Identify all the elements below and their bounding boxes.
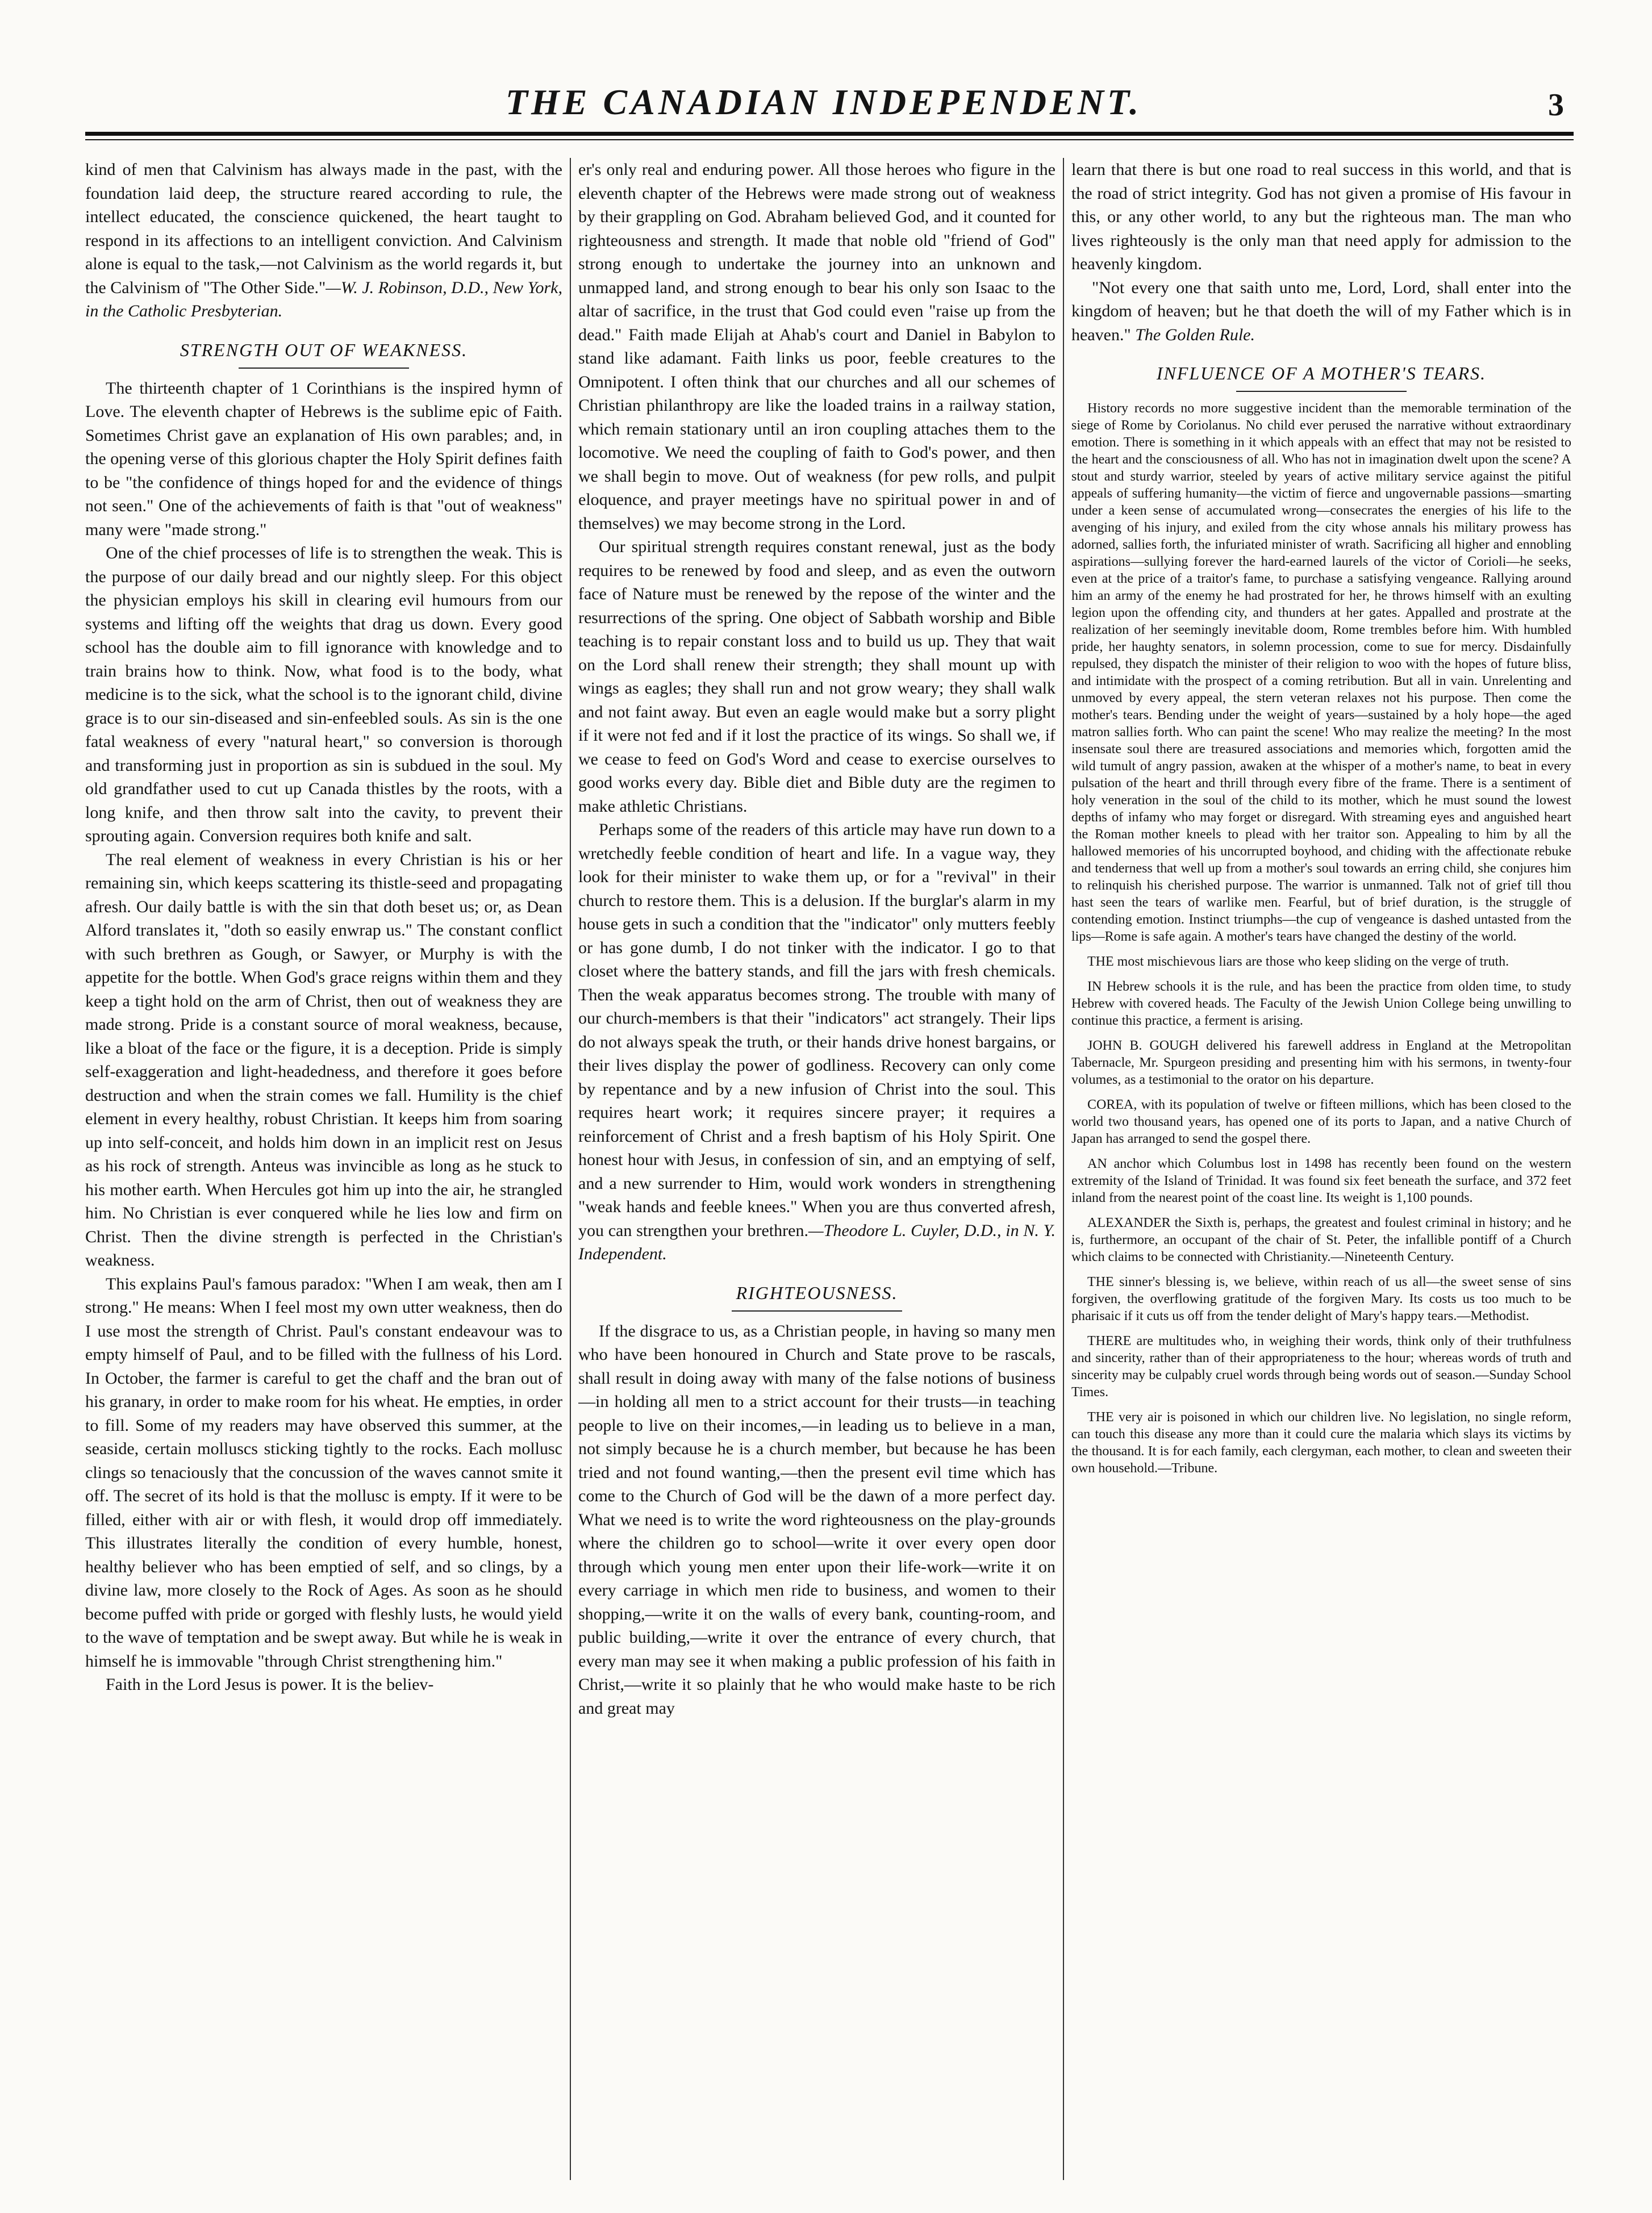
news-note: ALEXANDER the Sixth is, perhaps, the greatest and foulest criminal in history; and he is, furthermore, an occupant of the chair of St. Peter, the infallible pontiff of a Church which claims to be connected with Christianity.—Nineteenth Century. (1071, 1216, 1571, 1264)
paragraph: The real element of weakness in every Christian is his or her remaining sin, which keeps scattering its thistle-seed and propagating afresh. Our daily battle is with the sin that doth beset us; or, as Dean Alford translates it, "doth so easily enwrap us." The constant conflict with such brethren as Gough, or Sawyer, or Murphy is with the appetite for the bottle. When God's grace reigns within them and they keep a tight hold on the arm of Christ, then out of weakness they are made strong. Pride is a constant source of moral weakness, because, like a bloat of the face or the figure, it is a deception. Pride is simply self-exaggeration and light-headedness, and therefore it goes before destruction and when the strain comes we fall. Humility is the chief element in every healthy, robust Christian. It keeps him from soaring up into self-conceit, and holds him down in an implicit rest on Jesus as his rock of strength. Anteus was invincible as long as he stuck to his mother earth. When Hercules got him up into the air, he strangled him. No Christian is ever conquered while he lies low and firm on Christ. Then the divine strength is perfected in the Christian's weakness. (85, 850, 562, 1270)
paragraph: learn that there is but one road to real success in this world, and that is the road of strict integrity. God has not given a promise of His favour in this, or any other world, to any but the righteous man. The man who lives righteously is the only man that need apply for admission to the heavenly kingdom. (1071, 160, 1571, 273)
news-note: THERE are multitudes who, in weighing their words, think only of their truthfulness and sincerity, rather than of their appropriateness to the hour; whereas words of truth and sincerity may be culpably cruel words through being words out of season.—Sunday School Times. (1071, 1334, 1571, 1400)
article-heading: STRENGTH OUT OF WEAKNESS. (85, 338, 562, 369)
news-note: THE very air is poisoned in which our children live. No legislation, no single reform, can touch this disease any more than it could cure the malaria which slays its victims by the thousand. It is for each family, each clergyman, each mother, to clean and sweeten their own household.—Tribune. (1071, 1410, 1571, 1476)
column-3 (1071, 158, 1571, 2180)
column-2 (578, 158, 1056, 2180)
news-notes (1071, 953, 1571, 1477)
paragraph: er's only real and enduring power. All those heroes who figure in the eleventh chapter of the Hebrews were made strong out of weakness by their grappling on God. Abraham believed God, and it counted for righteousness and strength. It made that noble old "friend of God" strong enough to undertake the journey into an unknown and unmapped land, and strong enough to bear his only son Isaac to the altar of sacrifice, in the trust that God could even "raise up from the dead." Faith made Elijah at Ahab's court and Daniel in Babylon to stand like adamant. Faith links us poor, feeble creatures to the Omnipotent. I often think that our churches and all our schemes of Christian philanthropy are like the loaded trains in a railway station, which remain stationary until an iron coupling attaches them to the locomotive. We need the coupling of faith to God's power, and then we shall begin to move. Out of weakness (for pew rolls, and pulpit eloquence, and prayer meetings have no spiritual power in and of themselves) we may become strong in the Lord. (578, 160, 1056, 533)
column-1 (85, 158, 562, 2180)
attribution: —Theodore L. Cuyler, D.D., in N. Y. Independent. (578, 1221, 1056, 1263)
article-body (1071, 400, 1571, 945)
masthead-rule-thin (85, 139, 1574, 140)
paragraph: This explains Paul's famous paradox: "When I am weak, then am I strong." He means: When I feel most my own utter weakness, then do I use most the strength of Christ. Paul's constant endeavour was to empty himself of Paul, and to be filled with the fullness of his Lord. In October, the farmer is careful to get the chaff and the bran out of his granary, in order to make room for his wheat. He empties, in order to fill. Some of my readers may have observed this summer, at the seaside, certain molluscs sticking tightly to the rocks. Each mollusc clings so tenaciously that the concussion of the waves cannot smite it off. The secret of its hold is that the mollusc is empty. If it were to be filled, either with air or with flesh, it would drop off immediately. This illustrates literally the condition of every humble, honest, healthy believer who has been emptied of self, and so clings, by a divine law, more closely to the Rock of Ages. As soon as he should become puffed with pride or gorged with fleshly lusts, he would yield to the wave of temptation and be swept away. But while he is weak in himself he is immovable "through Christ strengthening him." (85, 1274, 562, 1671)
page-number: 3 (1548, 87, 1564, 123)
paragraph: If the disgrace to us, as a Christian people, in having so many men who have been honoured in Church and State prove to be rascals, shall result in doing away with many of the false notions of business—in holding all men to a strict account for their trusts—in teaching people to live on their incomes,—in leading us to believe in a man, not simply because he is a church member, but because he has been tried and not found wanting,—then the present evil time which has come to the Church of God will be the dawn of a more perfect day. What we need is to write the word righteousness on the play-grounds where the children go to school—write it over every open door through which young men enter upon their life-work—write it on every carriage in which men ride to business, and women to their shopping,—write it on the walls of every bank, counting-room, and public building,—write it over the entrance of every church, that every man may see it when making a public profession of his faith in Christ,—write it so plainly that he who would make haste to be rich and great may (578, 1321, 1056, 1718)
attribution: —W. J. Robinson, D.D., New York, in the Catholic Presbyterian. (85, 278, 562, 320)
news-note: IN Hebrew schools it is the rule, and has been the practice from olden time, to study Hebrew with covered heads. The Faculty of the Jewish Union College being unwilling to continue this practice, a ferment is arising. (1071, 979, 1571, 1028)
column-divider (570, 158, 571, 2180)
article-heading: INFLUENCE OF A MOTHER'S TEARS. (1071, 361, 1571, 392)
masthead-title: THE CANADIAN INDEPENDENT. (505, 82, 1142, 122)
news-note: JOHN B. GOUGH delivered his farewell address in England at the Metropolitan Tabernacle, Mr. Spurgeon presiding and presenting him with his sermons, in twenty-four volumes, as a testimonial to the orator on his departure. (1071, 1038, 1571, 1087)
paragraph: History records no more suggestive incident than the memorable termination of the siege of Rome by Coriolanus. No child ever perused the narrative without extraordinary emotion. There is something in it which appeals with an effect that may not be resisted to the heart and the consciousness of all. Who has not in imagination dwelt upon the scene? A stout and sturdy warrior, steeled by years of active military service against the pitiful appeals of suffering humanity—the victim of fierce and ungovernable passions—smarting under a keen sense of accumulated wrong—consecrates the energies of his life to the avenging of his injury, and exiled from the city whose annals his military prowess has adorned, sallies forth, the infuriated minister of wrath. Sacrificing all higher and ennobling aspirations—sullying forever the hard-earned laurels of the victor of Corioli—he seeks, even at the price of a traitor's fame, to purchase a satisfying vengeance. Rallying around him an army of the enemy he had prostrated for her, he throws himself with an exulting legion upon the offending city, and thunders at her gates. Appalled and prostrate at the realization of her seemingly inevitable doom, Rome trembles before him. With humbled pride, her haughty senators, in solemn procession, come to sue for mercy. Disdainfully repulsed, they dispatch the minister of their religion to woo with the hopes of future bliss, and intimidate with the prospect of a coming retribution. But all in vain. Unrelenting and unmoved by every appeal, the stern veteran relaxes not his purpose. Then come the mother's tears. Bending under the weight of years—sustained by a holy hope—the aged matron sallies forth. Who can paint the scene! Who may realize the meeting? In the most insensate soul there are treasured associations and memories which, forgotten amid the wild tumult of angry passion, awaken at the whisper of a mother's name, to beat in every pulsation of the heart and thrill through every fibre of the frame. There is a sentiment of holy veneration in the soul of the child to its mother, which he must sound the lowest depths of infamy who may forget or disregard. With streaming eyes and anguished heart the Roman mother kneels to plead with her traitor son. Appealing to him by all the hallowed memories of his uncorrupted boyhood, and chiding with the affectionate rebuke and tenderness that well up from a mother's soul towards an erring child, she conjures him to relinquish his cherished purpose. The warrior is unmanned. Talk not of grief till thou hast seen the tears of warlike men. Fearful, but of brief duration, is the struggle of contending emotion. Instinct triumphs—the cup of vengeance is dashed untasted from the lips—Rome is safe again. A mother's tears have changed the destiny of the world. (1071, 401, 1571, 944)
news-note: COREA, with its population of twelve or fifteen millions, which has been closed to the world two thousand years, has opened one of its ports to Japan, and a native Church of Japan has arranged to send the gospel there. (1071, 1097, 1571, 1146)
paragraph: "Not every one that saith unto me, Lord, Lord, shall enter into the kingdom of heaven; but he that doeth the will of my Father which is in heaven." The Golden Rule. (1071, 278, 1571, 344)
paragraph: Faith in the Lord Jesus is power. It is the believ- (106, 1675, 434, 1694)
masthead-rule-thick (85, 132, 1574, 136)
paragraph: Perhaps some of the readers of this article may have run down to a wretchedly feeble condition of heart and life. In a vague way, they look for their minister to wake them up, or for a "revival" in their church to restore them. This is a delusion. If the burglar's alarm in my house gets in such a condition that the "indicator" only mutters feebly or has gone dumb, I do not tinker with the indicator. I go to that closet where the battery stands, and fill the jars with fresh chemicals. Then the weak apparatus becomes strong. The trouble with many of our church-members is that their "indicators" act strangely. Their lips do not always speak the truth, or their hands drive honest bargains, or their lives display the power of godliness. Recovery can only come by repentance and by a new infusion of Christ into the soul. This requires heart work; it requires sincere prayer; it requires a reinforcement of Christ and a fresh baptism of his Holy Spirit. One honest hour with Jesus, in confession of sin, and an emptying of self, and a new surrender to Him, would work wonders in strengthening "weak hands and feeble knees." When you are thus converted afresh, you can strengthen your brethren.—Theodore L. Cuyler, D.D., in N. Y. Independent. (578, 820, 1056, 1263)
news-note: THE most mischievous liars are those who keep sliding on the verge of truth. (1087, 954, 1509, 969)
attribution: The Golden Rule. (1135, 325, 1255, 344)
paragraph: One of the chief processes of life is to strengthen the weak. This is the purpose of our daily bread and our nightly sleep. For this object the physician employs his skill in clearing evil humours from our systems and lifting off the weights that drag us down. Every good school has the double aim to fill ignorance with knowledge and to train brains how to think. Now, what food is to the body, what medicine is to the sick, what the school is to the ignorant child, divine grace is to our sin-diseased and sin-enfeebled souls. As sin is the one fatal weakness of every "natural heart," so conversion is thorough and transforming just in proportion as sin is subdued in the soul. My old grandfather used to cut up Canada thistles by the roots, with a long knife, and then throw salt into the cavity, to prevent their sprouting again. Conversion requires both knife and salt. (85, 544, 562, 845)
news-note: AN anchor which Columbus lost in 1498 has recently been found on the western extremity of the Island of Trinidad. It was found six feet beneath the surface, and 372 feet inland from the nearest point of the coast line. Its weight is 1,100 pounds. (1071, 1156, 1571, 1205)
paragraph: Our spiritual strength requires constant renewal, just as the body requires to be renewed by food and sleep, and as even the outworn face of Nature must be renewed by the repose of the winter and the resurrections of the spring. One object of Sabbath worship and Bible teaching is to repair constant loss and to build us up. They that wait on the Lord shall renew their strength; they shall mount up with wings as eagles; they shall run and not grow weary; they shall walk and not faint away. But even an eagle would make but a sorry plight if it were not fed and if it lost the practice of its wings. So shall we, if we cease to feed on God's Word and cease to exercise ourselves to good works every day. Bible diet and Bible duty are the regimen to make athletic Christians. (578, 537, 1056, 816)
column-divider (1063, 158, 1064, 2180)
paragraph: kind of men that Calvinism has always made in the past, with the foundation laid deep, the structure reared according to rule, the intellect educated, the conscience quickened, the heart taught to respond in its affections to an intelligent conviction. And Calvinism alone is equal to the task,—not Calvinism as the world regards it, but the Calvinism of "The Other Side."—W. J. Robinson, D.D., New York, in the Catholic Presbyterian. (85, 160, 562, 320)
paragraph: The thirteenth chapter of 1 Corinthians is the inspired hymn of Love. The eleventh chapter of Hebrews is the sublime epic of Faith. Sometimes Christ gave an explanation of His own parables; and, in the opening verse of this glorious chapter the Holy Spirit defines faith to be "the confidence of things hoped for and the evidence of things not seen." One of the achievements of faith is that "out of weakness" many were "made strong." (85, 378, 562, 539)
article-heading: RIGHTEOUSNESS. (578, 1281, 1056, 1312)
news-note: THE sinner's blessing is, we believe, within reach of us all—the sweet sense of sins forgiven, the overflowing gratitude of the forgiven Mary. Its costs us too much to be pharisaic if it cuts us off from the tender delight of Mary's happy tears.—Methodist. (1071, 1275, 1571, 1323)
